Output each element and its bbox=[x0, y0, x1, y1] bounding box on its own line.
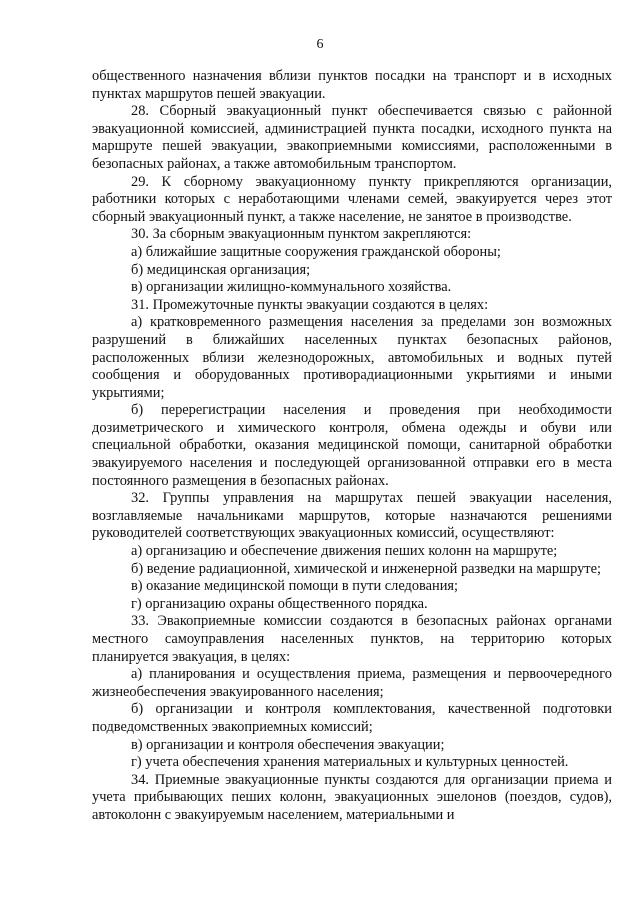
paragraph: б) медицинская организация; bbox=[131, 261, 311, 278]
paragraph: 30. За сборным эвакуационным пунктом закрепляются: bbox=[131, 226, 472, 243]
paragraph: а) ближайшие защитные сооружения гражданской обороны; bbox=[131, 243, 501, 260]
paragraph: общественного назначения вблизи пунктов посадки на транспорт и в исходных пунктах маршрутов пешей эвакуации. bbox=[92, 68, 612, 102]
page-number: 6 bbox=[316, 37, 324, 52]
paragraph: 28. Сборный эвакуационный пункт обеспечивается связью с районной эвакуационной комиссией, администрацией пункта посадки, исходного пункта на маршруте пешей эвакуации, эвакоприемными комиссиями, расположенными в безопасных районах, а также автомобильным транспортом. bbox=[92, 103, 612, 172]
paragraph: в) организации жилищно-коммунального хозяйства. bbox=[131, 279, 452, 296]
paragraph: б) ведение радиационной, химической и инженерной разведки на маршруте; bbox=[131, 560, 601, 577]
paragraph: а) планирования и осуществления приема, размещения и первоочередного жизнеобеспечения эвакуированного населения; bbox=[92, 666, 612, 700]
document-body bbox=[92, 68, 612, 825]
paragraph: г) учета обеспечения хранения материальных и культурных ценностей. bbox=[131, 754, 569, 771]
paragraph: в) организации и контроля обеспечения эвакуации; bbox=[131, 736, 445, 753]
paragraph: 33. Эвакоприемные комиссии создаются в безопасных районах органами местного самоуправления населенных пунктов, на территорию которых планируется эвакуация, в целях: bbox=[92, 613, 612, 665]
paragraph: 32. Группы управления на маршрутах пешей эвакуации населения, возглавляемые начальниками маршрутов, которые назначаются решениями руководителей соответствующих эвакуационных комиссий, осуществляют: bbox=[92, 490, 612, 542]
paragraph: б) организации и контроля комплектования, качественной подготовки подведомственных эвакоприемных комиссий; bbox=[92, 701, 612, 735]
paragraph: в) оказание медицинской помощи в пути следования; bbox=[131, 578, 459, 595]
paragraph: а) организацию и обеспечение движения пеших колонн на маршруте; bbox=[131, 543, 558, 560]
paragraph: б) перерегистрации населения и проведения при необходимости дозиметрического и химического контроля, обмена одежды и обуви или специальной обработки, оказания медицинской помощи, санитарной обработки эвакуируемого населения и последующей организованной отправки его в места постоянного размещения в безопасных районах. bbox=[92, 402, 612, 489]
paragraph: 29. К сборному эвакуационному пункту прикрепляются организации, работники которых с неработающими членами семей, эвакуируется через этот сборный эвакуационный пункт, а также население, не занятое в производстве. bbox=[92, 173, 612, 225]
paragraph: 34. Приемные эвакуационные пункты создаются для организации приема и учета прибывающих пеших колонн, эвакуационных эшелонов (поездов, судов), автоколонн с эвакуируемым населением, материальными и bbox=[92, 771, 612, 823]
paragraph: а) кратковременного размещения населения за пределами зон возможных разрушений в ближайших населенных пунктах безопасных районов, расположенных вблизи железнодорожных, автомобильных и водных путей сообщения и оборудованных противорадиационными укрытиями и иными укрытиями; bbox=[92, 314, 612, 401]
paragraph: г) организацию охраны общественного порядка. bbox=[131, 595, 428, 612]
paragraph: 31. Промежуточные пункты эвакуации создаются в целях: bbox=[131, 296, 489, 313]
